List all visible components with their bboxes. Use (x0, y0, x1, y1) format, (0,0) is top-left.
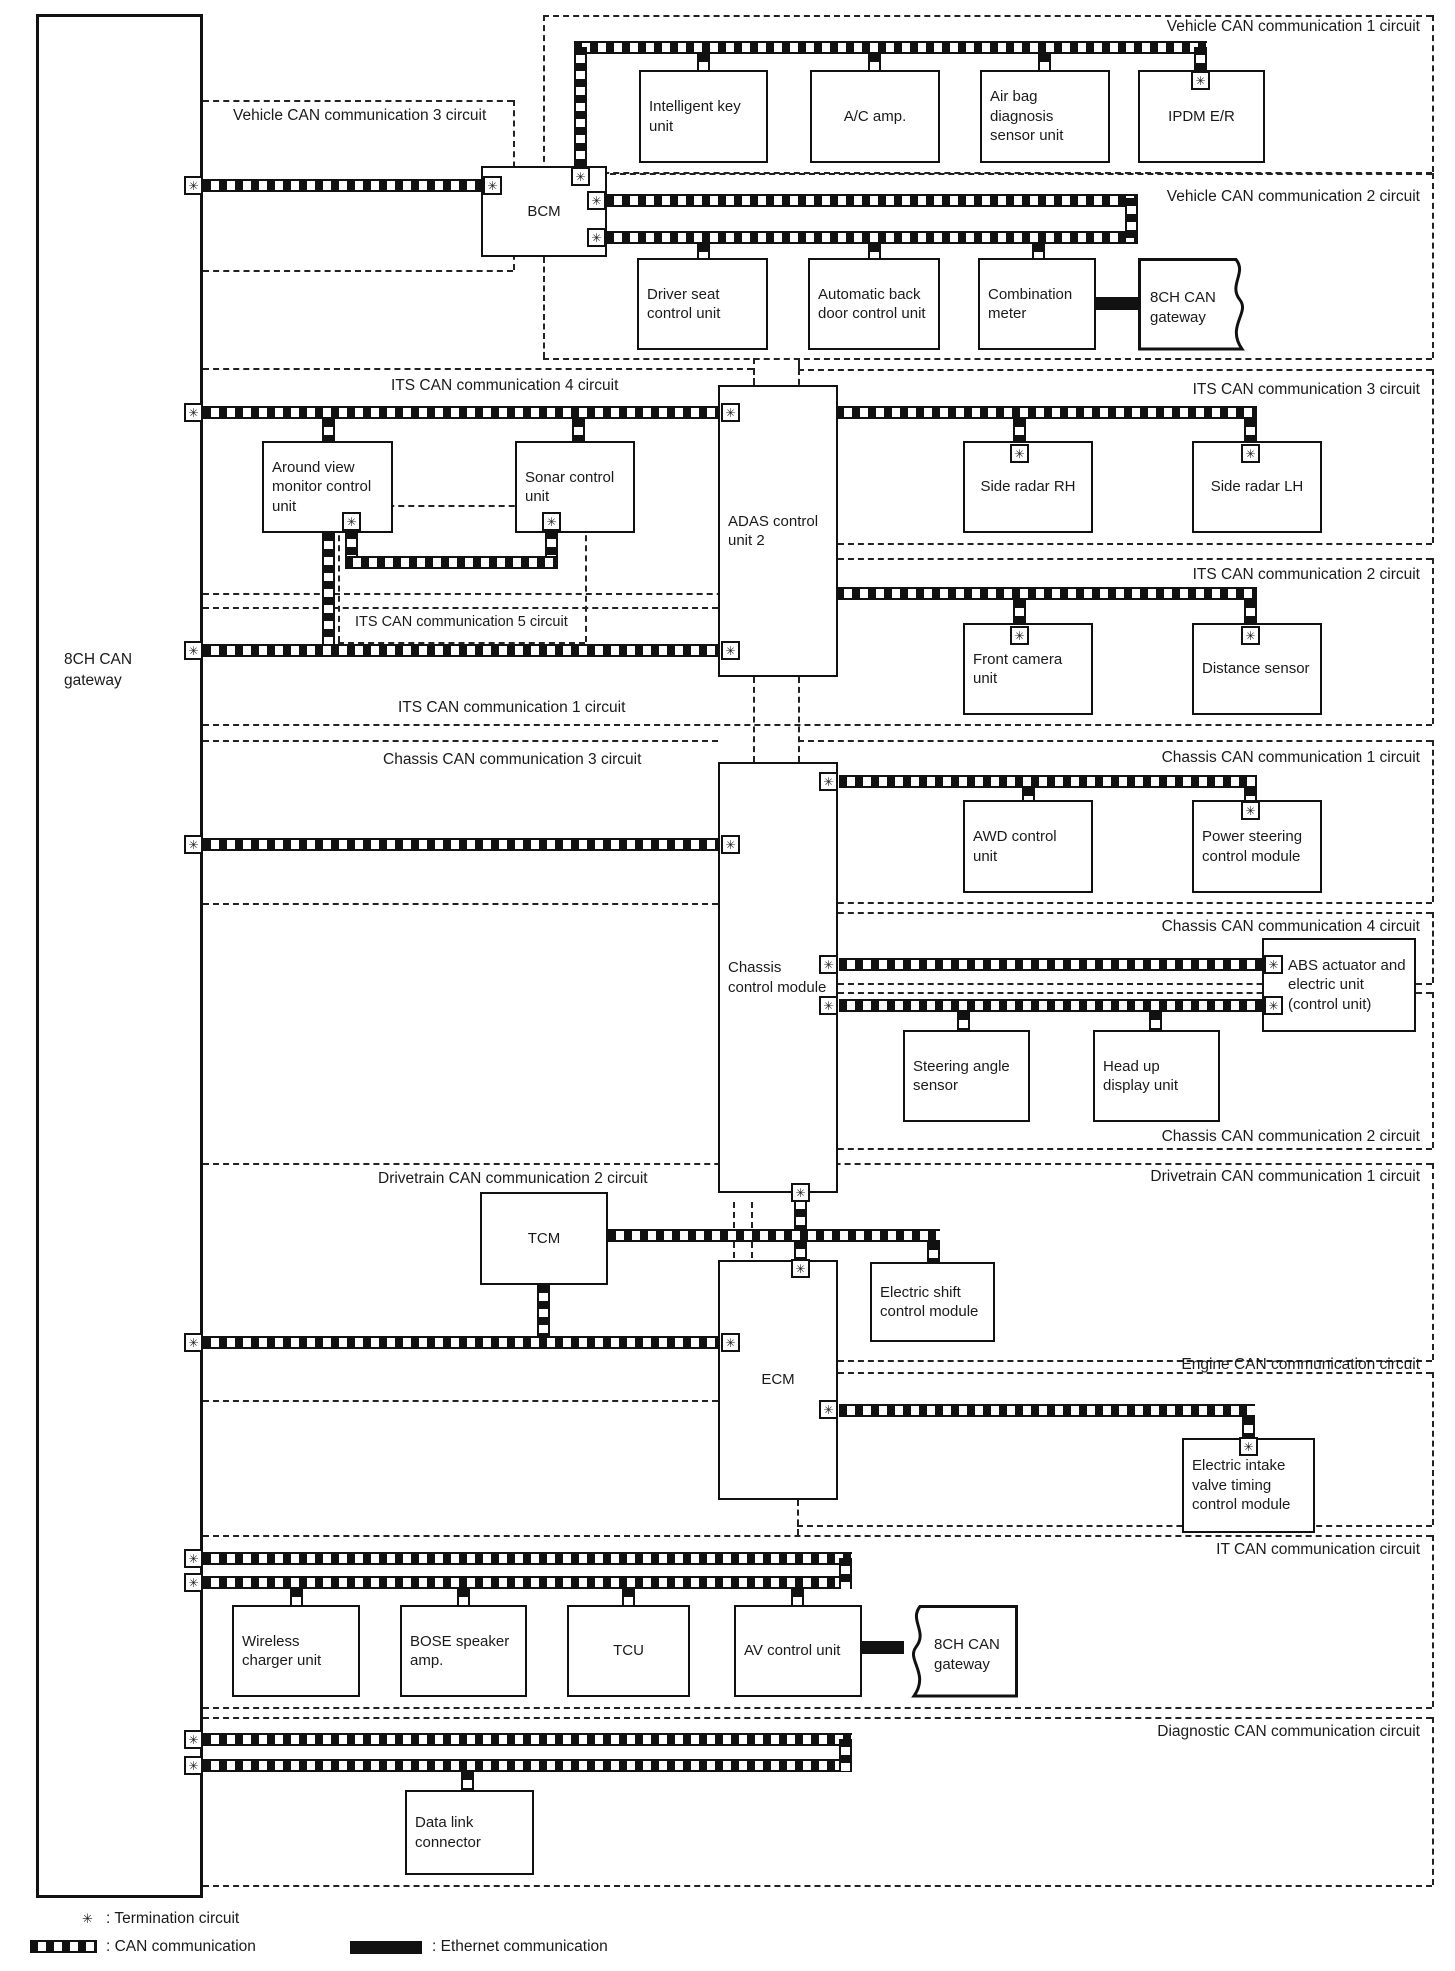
dashed-boundary (798, 902, 1432, 904)
dashed-boundary (543, 15, 545, 172)
dashed-boundary (203, 100, 513, 102)
can-bus (203, 838, 718, 851)
can-bus (203, 1336, 718, 1349)
dashed-boundary (203, 740, 718, 742)
label-its-can-4: ITS CAN communication 4 circuit (391, 377, 619, 394)
can-bus (574, 47, 587, 166)
termination-icon: ✳ (1241, 626, 1260, 645)
can-bus (697, 54, 710, 70)
termination-icon: ✳ (184, 1549, 203, 1568)
label-engine-can: Engine CAN communication circuit (1181, 1356, 1420, 1373)
can-bus (868, 54, 881, 70)
dashed-boundary (797, 1525, 1432, 1527)
dashed-boundary (203, 1717, 1432, 1719)
termination-icon: ✳ (184, 176, 203, 195)
label-its-can-2: ITS CAN communication 2 circuit (1192, 566, 1420, 583)
dashed-boundary (1432, 1372, 1434, 1525)
termination-icon: ✳ (184, 641, 203, 660)
dashed-boundary (1432, 15, 1434, 172)
termination-icon: ✳ (184, 835, 203, 854)
dashed-boundary (203, 607, 718, 609)
can-bus (608, 1229, 940, 1242)
can-bus (839, 775, 1257, 788)
dashed-boundary (203, 1707, 1432, 1709)
termination-icon: ✳ (721, 1333, 740, 1352)
can-bus (1149, 1012, 1162, 1032)
termination-icon: ✳ (1264, 955, 1283, 974)
legend-termination-icon: ✳ (82, 1911, 93, 1926)
legend-can-label: : CAN communication (106, 1938, 256, 1955)
dashed-boundary (203, 270, 513, 272)
termination-icon: ✳ (184, 1333, 203, 1352)
unit-chassis-module: Chassis control module (718, 762, 838, 1193)
dashed-boundary (1432, 173, 1434, 358)
legend-termination-label: : Termination circuit (106, 1910, 240, 1927)
can-bus (345, 556, 558, 569)
dashed-boundary (203, 368, 753, 370)
unit-auto-back-door: Automatic back door control unit (808, 258, 940, 350)
can-bus (606, 194, 1138, 207)
dashed-boundary (1432, 1717, 1434, 1885)
unit-distance-sensor: Distance sensor (1192, 623, 1322, 715)
dashed-boundary (203, 1400, 718, 1402)
label-chassis-can-1: Chassis CAN communication 1 circuit (1161, 749, 1420, 766)
dashed-boundary (1432, 1535, 1434, 1707)
can-bus (1125, 198, 1138, 238)
label-chassis-can-2: Chassis CAN communication 2 circuit (1161, 1128, 1420, 1145)
unit-around-view: Around view monitor control unit (262, 441, 393, 533)
dashed-boundary (798, 740, 1432, 742)
dashed-boundary (838, 558, 1432, 560)
dashed-boundary (203, 724, 1432, 726)
unit-bcm: BCM (481, 166, 607, 257)
can-bus (574, 41, 1207, 54)
dashed-boundary (1432, 992, 1434, 1148)
legend-ethernet-sample (350, 1941, 422, 1954)
can-bus (203, 1759, 852, 1772)
can-bus (203, 1733, 852, 1746)
termination-icon: ✳ (791, 1259, 810, 1278)
can-bus (537, 1285, 550, 1338)
unit-intelligent-key: Intelligent key unit (639, 70, 768, 163)
termination-icon: ✳ (1191, 71, 1210, 90)
dashed-boundary (1432, 558, 1434, 724)
termination-icon: ✳ (342, 512, 361, 531)
dashed-boundary (1432, 912, 1434, 983)
unit-ac-amp: A/C amp. (810, 70, 940, 163)
unit-side-radar-rh: Side radar RH (963, 441, 1093, 533)
unit-awd: AWD control unit (963, 800, 1093, 893)
dashed-boundary (1432, 369, 1434, 543)
label-its-can-1: ITS CAN communication 1 circuit (398, 699, 626, 716)
termination-icon: ✳ (819, 955, 838, 974)
can-bus (572, 419, 585, 443)
dashed-boundary (203, 593, 753, 595)
can-bus (839, 999, 1262, 1012)
label-chassis-can-4: Chassis CAN communication 4 circuit (1161, 918, 1420, 935)
termination-icon: ✳ (1010, 626, 1029, 645)
ethernet-link (860, 1641, 904, 1654)
termination-icon: ✳ (184, 1756, 203, 1775)
unit-combination-meter: Combination meter (978, 258, 1096, 350)
dashed-boundary (203, 1885, 1432, 1887)
gateway-box (36, 14, 203, 1898)
label-chassis-can-3: Chassis CAN communication 3 circuit (383, 751, 642, 768)
unit-wireless-charger: Wireless charger unit (232, 1605, 360, 1697)
dashed-boundary (1432, 1163, 1434, 1360)
termination-icon: ✳ (1264, 996, 1283, 1015)
can-bus (322, 419, 335, 443)
can-bus (203, 1552, 852, 1565)
unit-ecm: ECM (718, 1260, 838, 1500)
termination-icon: ✳ (721, 403, 740, 422)
unit-tcu: TCU (567, 1605, 690, 1697)
termination-icon: ✳ (571, 167, 590, 186)
can-bus (836, 587, 1257, 600)
termination-icon: ✳ (184, 1573, 203, 1592)
unit-av-control: AV control unit (734, 1605, 862, 1697)
unit-driver-seat: Driver seat control unit (637, 258, 768, 350)
unit-electric-shift: Electric shift control module (870, 1262, 995, 1342)
ethernet-link (1096, 297, 1140, 310)
label-drivetrain-can-2: Drivetrain CAN communication 2 circuit (378, 1170, 648, 1187)
unit-sonar: Sonar control unit (515, 441, 635, 533)
can-bus (839, 1558, 852, 1589)
can-bus (957, 1012, 970, 1032)
unit-abs: ABS actuator and electric unit (control unit) (1262, 938, 1416, 1032)
unit-bose: BOSE speaker amp. (400, 1605, 527, 1697)
dashed-boundary (753, 677, 755, 762)
can-bus (203, 406, 718, 419)
can-bus (927, 1242, 940, 1264)
unit-electric-intake: Electric intake valve timing control module (1182, 1438, 1315, 1533)
legend-can-sample (30, 1940, 97, 1953)
can-bus (606, 231, 1138, 244)
termination-icon: ✳ (542, 512, 561, 531)
can-bus (794, 1193, 807, 1261)
can-bus (839, 1739, 852, 1772)
label-it-can: IT CAN communication circuit (1216, 1541, 1420, 1558)
can-bus (839, 1404, 1255, 1417)
label-vehicle-can-2: Vehicle CAN communication 2 circuit (1166, 188, 1420, 205)
unit-power-steering: Power steering control module (1192, 800, 1322, 893)
termination-icon: ✳ (587, 228, 606, 247)
dashed-boundary (203, 903, 718, 905)
unit-tcm: TCM (480, 1192, 608, 1285)
can-bus (203, 179, 481, 192)
unit-airbag-diagnosis: Air bag diagnosis sensor unit (980, 70, 1110, 163)
unit-adas: ADAS control unit 2 (718, 385, 838, 677)
dashed-boundary (1432, 740, 1434, 902)
unit-ipdm: IPDM E/R (1138, 70, 1265, 163)
termination-icon: ✳ (819, 772, 838, 791)
termination-icon: ✳ (721, 835, 740, 854)
can-bus (322, 533, 335, 651)
dashed-boundary (798, 1148, 1432, 1150)
termination-icon: ✳ (791, 1183, 810, 1202)
termination-icon: ✳ (1010, 444, 1029, 463)
termination-icon: ✳ (721, 641, 740, 660)
unit-steering-angle: Steering angle sensor (903, 1030, 1030, 1122)
termination-icon: ✳ (819, 1400, 838, 1419)
unit-head-up: Head up display unit (1093, 1030, 1220, 1122)
can-bus (1038, 54, 1051, 70)
dashed-boundary (610, 173, 1432, 175)
termination-icon: ✳ (184, 1730, 203, 1749)
dashed-boundary (798, 369, 1432, 371)
gateway-label: 8CH CAN gateway (64, 651, 133, 689)
can-bus (1242, 1417, 1255, 1439)
can-bus (461, 1772, 474, 1792)
unit-side-radar-lh: Side radar LH (1192, 441, 1322, 533)
dashed-boundary (838, 543, 1432, 545)
termination-icon: ✳ (483, 176, 502, 195)
termination-icon: ✳ (1239, 1437, 1258, 1456)
unit-front-camera: Front camera unit (963, 623, 1093, 715)
label-diagnostic-can: Diagnostic CAN communication circuit (1157, 1723, 1420, 1740)
unit-8ch-gateway-it-label: 8CH CAN gateway (934, 1636, 1000, 1673)
dashed-boundary (543, 358, 1432, 360)
legend-ethernet-label: : Ethernet communication (432, 1938, 608, 1955)
dashed-boundary (543, 257, 545, 358)
dashed-boundary (798, 912, 1432, 914)
label-its-can-3: ITS CAN communication 3 circuit (1192, 381, 1420, 398)
can-bus (203, 644, 718, 657)
can-bus (839, 958, 1262, 971)
label-its-can-5: ITS CAN communication 5 circuit (355, 614, 568, 630)
dashed-boundary (798, 677, 800, 762)
dashed-boundary (543, 15, 1432, 17)
termination-icon: ✳ (819, 996, 838, 1015)
label-drivetrain-can-1: Drivetrain CAN communication 1 circuit (1150, 1168, 1420, 1185)
termination-icon: ✳ (1241, 801, 1260, 820)
termination-icon: ✳ (184, 403, 203, 422)
label-vehicle-can-1: Vehicle CAN communication 1 circuit (1166, 18, 1420, 35)
unit-data-link: Data link connector (405, 1790, 534, 1875)
label-vehicle-can-3: Vehicle CAN communication 3 circuit (233, 107, 487, 124)
dashed-boundary (203, 1535, 1432, 1537)
dashed-boundary (797, 1500, 799, 1535)
termination-icon: ✳ (1241, 444, 1260, 463)
termination-icon: ✳ (587, 191, 606, 210)
can-bus (836, 406, 1257, 419)
unit-8ch-gateway-label: 8CH CAN gateway (1150, 289, 1216, 326)
can-bus (203, 1576, 852, 1589)
